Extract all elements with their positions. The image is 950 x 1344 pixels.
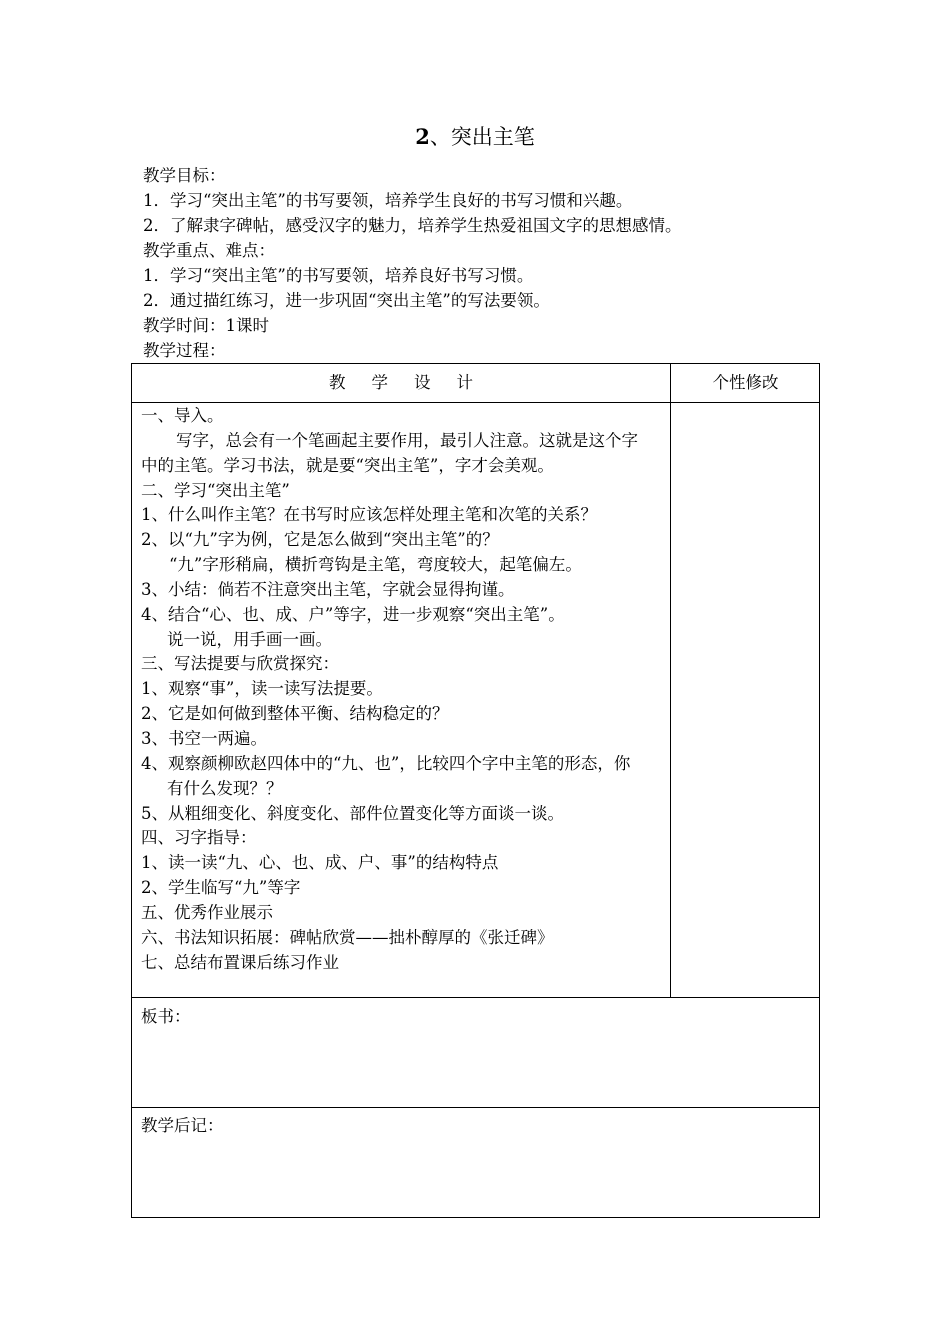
- design-line: 1、什么叫作主笔？在书写时应该怎样处理主笔和次笔的关系？: [141, 505, 597, 525]
- key-points-heading: 教学重点、难点：: [143, 241, 275, 260]
- objective-1: 1．学习“突出主笔”的书写要领，培养学生良好的书写习惯和兴趣。: [143, 191, 633, 210]
- design-line: 七、总结布置课后练习作业: [141, 952, 339, 972]
- column-divider: [670, 364, 671, 998]
- lesson-table: [131, 363, 820, 1218]
- design-line: 有什么发现？？: [167, 778, 283, 798]
- design-line: 中的主笔。学习书法，就是要“突出主笔”，字才会美观。: [141, 455, 554, 475]
- design-line: “九”字形稍扁，横折弯钩是主笔，弯度较大，起笔偏左。: [169, 555, 582, 575]
- header-personal-edit: 个性修改: [712, 373, 779, 392]
- design-line: 四、习字指导：: [141, 828, 257, 848]
- header-teaching-design: 教学设计: [329, 373, 499, 392]
- key-point-2: 2．通过描红练习，进一步巩固“突出主笔”的写法要领。: [143, 291, 550, 310]
- objective-2: 2．了解隶字碑帖，感受汉字的魅力，培养学生热爱祖国文字的思想感情。: [143, 216, 682, 235]
- page-title: [0, 124, 950, 150]
- design-line: 三、写法提要与欣赏探究：: [141, 654, 339, 674]
- objectives-heading: 教学目标：: [143, 166, 226, 185]
- design-line: 3、小结：倘若不注意突出主笔，字就会显得拘谨。: [141, 579, 515, 599]
- header-divider: [132, 402, 819, 403]
- design-line: 2、学生临写“九”等字: [141, 878, 301, 898]
- design-line: 六、书法知识拓展：碑帖欣赏——拙朴醇厚的《张迁碑》: [141, 927, 554, 947]
- design-line: 3、书空一两遍。: [141, 728, 267, 748]
- design-line: 二、学习“突出主笔”: [141, 480, 290, 500]
- design-line: 1、读一读“九、心、也、成、户、事”的结构特点: [141, 853, 499, 873]
- teaching-notes-label: 教学后记：: [141, 1116, 224, 1135]
- design-line: 1、观察“事”，读一读写法提要。: [141, 679, 383, 699]
- title-text: 、突出主笔: [429, 125, 535, 149]
- design-line: 4、观察颜柳欧赵四体中的“九、也”，比较四个字中主笔的形态，你: [141, 753, 631, 773]
- design-line: 2、以“九”字为例，它是怎么做到“突出主笔”的？: [141, 530, 499, 550]
- design-line: 五、优秀作业展示: [141, 902, 273, 922]
- design-line: 写字，总会有一个笔画起主要作用，最引人注意。这就是这个字: [176, 430, 638, 450]
- title-number: 2: [415, 124, 430, 149]
- design-line: 5、从粗细变化、斜度变化、部件位置变化等方面谈一谈。: [141, 803, 564, 823]
- lesson-time: 教学时间：1课时: [143, 316, 269, 335]
- design-content: [141, 404, 669, 975]
- design-line: 一、导入。: [141, 406, 224, 425]
- lesson-intro: [143, 163, 823, 363]
- design-line: 2、它是如何做到整体平衡、结构稳定的？: [141, 704, 449, 724]
- board-divider: [132, 1107, 819, 1108]
- process-heading: 教学过程：: [143, 341, 226, 360]
- design-line: 4、结合“心、也、成、户”等字，进一步观察“突出主笔”。: [141, 604, 565, 624]
- key-point-1: 1．学习“突出主笔”的书写要领，培养良好书写习惯。: [143, 266, 534, 285]
- design-divider: [132, 997, 819, 998]
- board-writing-label: 板书：: [141, 1007, 191, 1026]
- design-line: 说一说，用手画一画。: [167, 629, 332, 649]
